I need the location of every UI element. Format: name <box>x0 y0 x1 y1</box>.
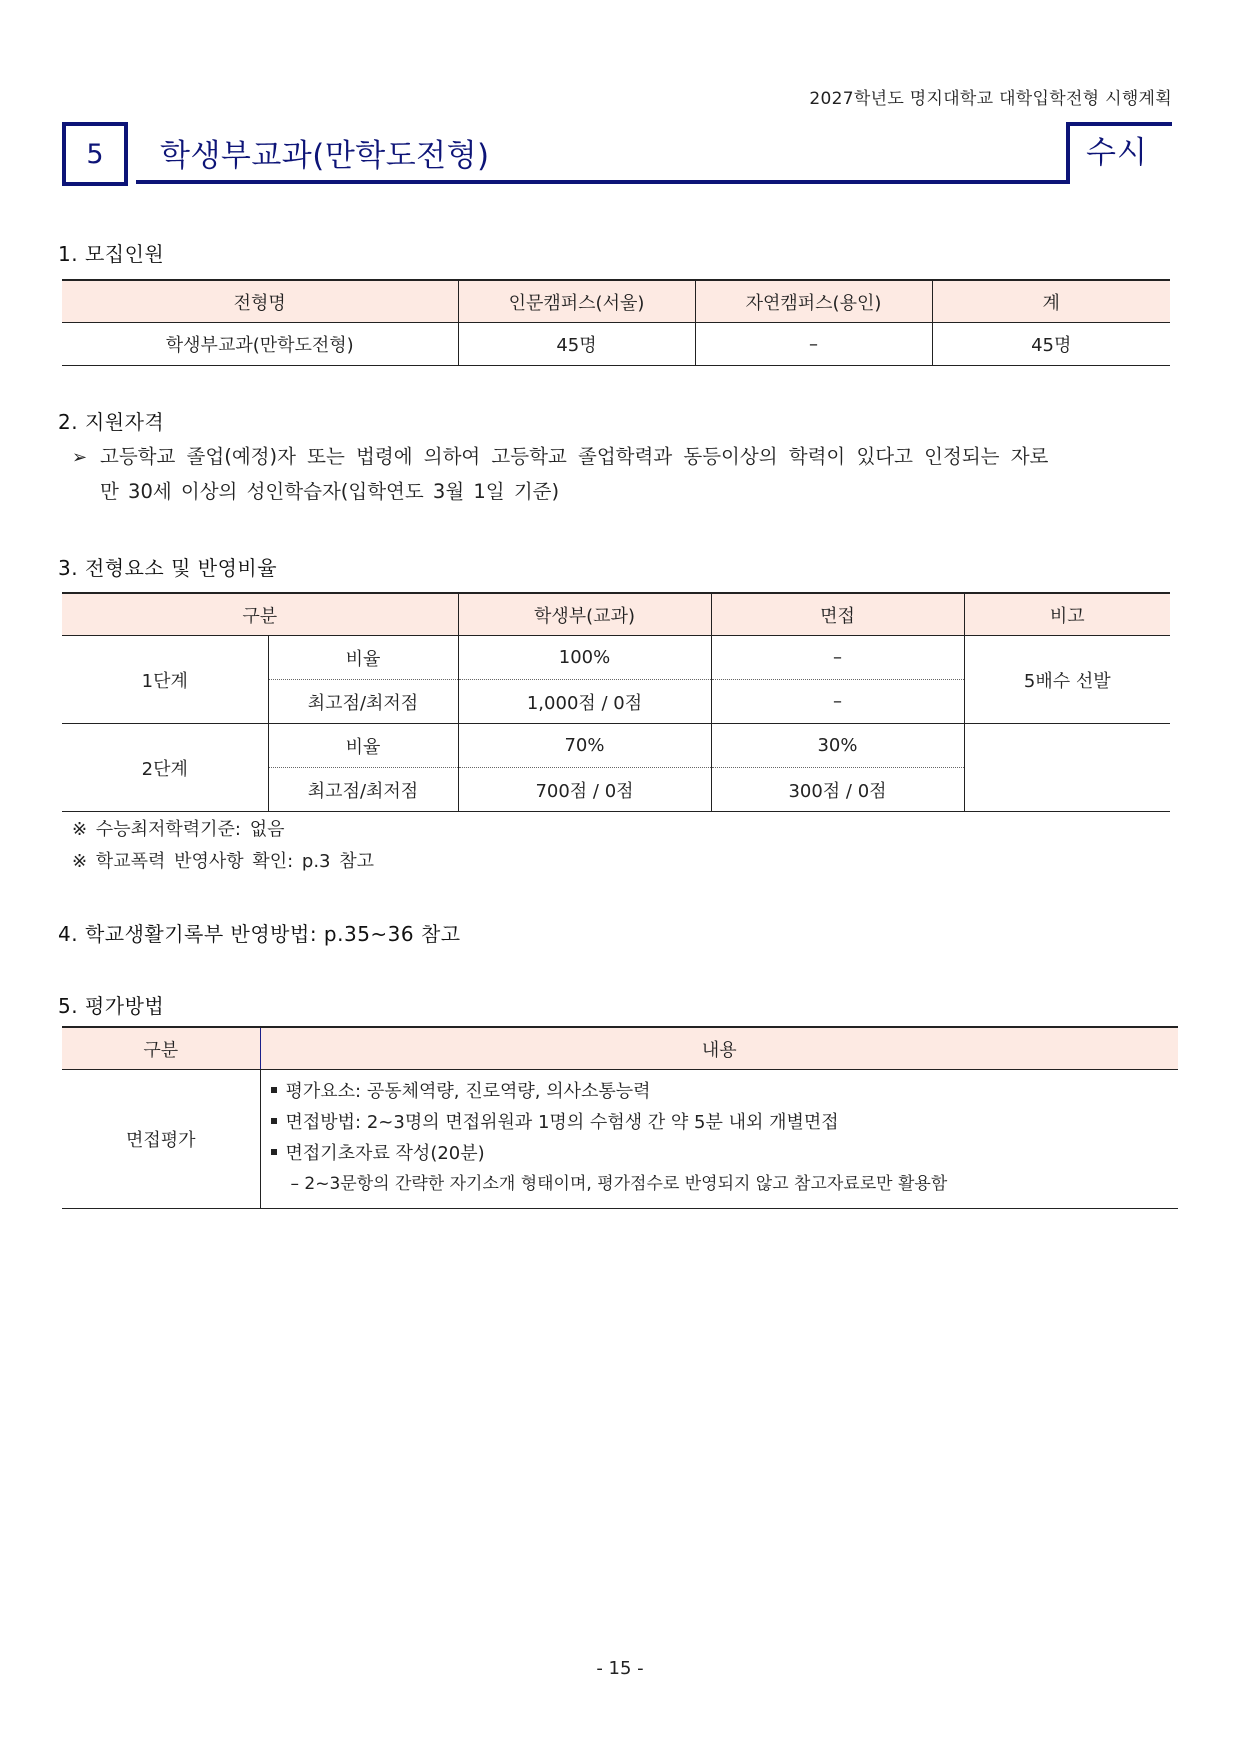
table-cell: 최고점/최저점 <box>268 680 458 724</box>
eligibility-line-1: 고등학교 졸업(예정)자 또는 법령에 의하여 고등학교 졸업학력과 동등이상의 학력이 있다고 인정되는 자로 <box>100 445 1049 468</box>
row-label: 면접평가 <box>62 1070 260 1209</box>
table-row <box>62 323 1170 366</box>
stage-label: 1단계 <box>62 636 268 724</box>
note-school-violence: ※ 학교폭력 반영사항 확인: p.3 참고 <box>72 851 375 872</box>
ratio-table <box>62 592 1170 812</box>
list-item: 면접기초자료 작성(20분) <box>271 1138 1179 1169</box>
table-cell: 비율 <box>268 724 458 768</box>
column-header: 비고 <box>964 593 1170 636</box>
table-cell: 최고점/최저점 <box>268 768 458 812</box>
table-cell: 300점 / 0점 <box>711 768 964 812</box>
running-header: 2027학년도 명지대학교 대학입학전형 시행계획 <box>809 89 1172 109</box>
column-header: 계 <box>932 280 1170 323</box>
square-bullet-icon <box>271 1118 277 1124</box>
square-bullet-icon <box>271 1087 277 1093</box>
column-header: 내용 <box>260 1027 1178 1070</box>
column-header: 구분 <box>62 593 458 636</box>
sub-note: – 2~3문항의 간략한 자기소개 형태이며, 평가점수로 반영되지 않고 참고자료로만 활용함 <box>290 1174 948 1194</box>
category-label: 수시 <box>1086 135 1148 171</box>
table-cell: – <box>711 636 964 680</box>
title-step-divider <box>1066 122 1070 184</box>
section-heading-ratio: 3. 전형요소 및 반영비율 <box>58 556 278 580</box>
column-header: 전형명 <box>62 280 458 323</box>
stage-label: 2단계 <box>62 724 268 812</box>
title-underline <box>136 180 1070 184</box>
note-csat-minimum: ※ 수능최저학력기준: 없음 <box>72 819 285 840</box>
table-cell: 700점 / 0점 <box>458 768 711 812</box>
page-number: - 15 - <box>596 1658 644 1679</box>
stage-note <box>964 724 1170 812</box>
table-row <box>62 636 1170 680</box>
table-cell: 100% <box>458 636 711 680</box>
table-cell: 45명 <box>458 323 695 366</box>
section-number: 5 <box>86 138 104 170</box>
table-cell: 1,000점 / 0점 <box>458 680 711 724</box>
table-cell: – <box>711 680 964 724</box>
evaluation-table <box>62 1026 1178 1209</box>
table-cell: – <box>695 323 932 366</box>
section-heading-recruitment: 1. 모집인원 <box>58 242 165 266</box>
table-cell: 학생부교과(만학도전형) <box>62 323 458 366</box>
recruitment-table <box>62 279 1170 366</box>
section-4-title: 4. 학교생활기록부 반영방법 <box>58 922 310 946</box>
evaluation-content <box>260 1070 1178 1209</box>
table-row <box>62 724 1170 768</box>
section-number-box <box>62 122 128 186</box>
section-heading-eligibility: 2. 지원자격 <box>58 410 165 434</box>
page-title: 학생부교과(만학도전형) <box>160 138 490 174</box>
column-header: 자연캠퍼스(용인) <box>695 280 932 323</box>
eligibility-line-2: 만 30세 이상의 성인학습자(입학연도 3월 1일 기준) <box>100 480 560 503</box>
stage-note: 5배수 선발 <box>964 636 1170 724</box>
square-bullet-icon <box>271 1149 277 1155</box>
list-item: 평가요소: 공동체역량, 진로역량, 의사소통능력 <box>271 1076 1179 1107</box>
arrow-bullet-icon: ➢ <box>72 447 88 468</box>
table-cell: 70% <box>458 724 711 768</box>
list-item: 면접방법: 2~3명의 면접위원과 1명의 수험생 간 약 5분 내외 개별면접 <box>271 1107 1179 1138</box>
column-header: 구분 <box>62 1027 260 1070</box>
column-header: 인문캠퍼스(서울) <box>458 280 695 323</box>
section-heading-evaluation: 5. 평가방법 <box>58 994 165 1018</box>
table-cell: 비율 <box>268 636 458 680</box>
section-4-reference: : p.35~36 참고 <box>309 922 461 946</box>
section-heading-school-record <box>58 918 461 947</box>
column-header: 학생부(교과) <box>458 593 711 636</box>
table-cell: 30% <box>711 724 964 768</box>
eligibility-text <box>72 440 1177 509</box>
table-row <box>62 1070 1178 1209</box>
column-header: 면접 <box>711 593 964 636</box>
table-cell: 45명 <box>932 323 1170 366</box>
title-step-topline <box>1066 122 1172 126</box>
